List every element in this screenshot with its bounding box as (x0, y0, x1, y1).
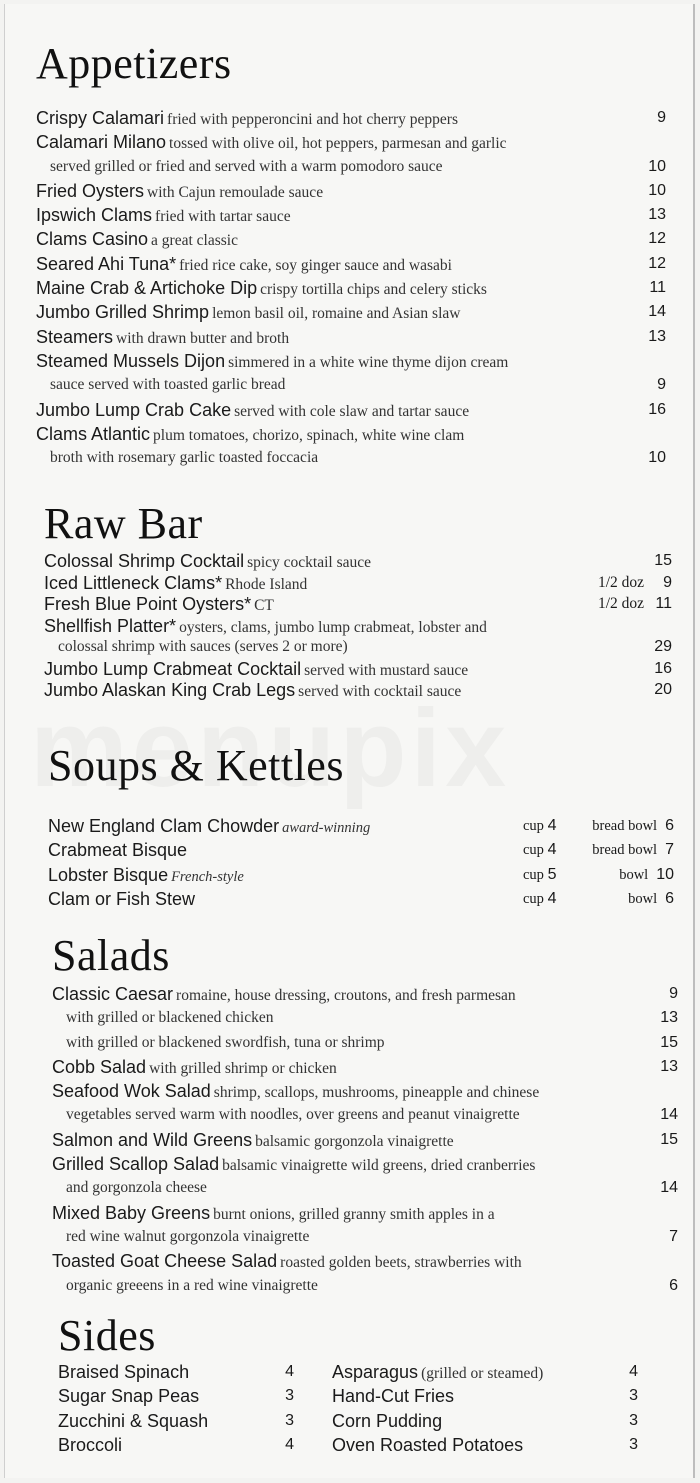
menu-item (36, 349, 666, 373)
item-description: tossed with olive oil, hot peppers, parmesan and garlic (169, 135, 507, 153)
item-description: balsamic vinaigrette wild greens, dried cranberries (222, 1157, 536, 1175)
cup-label: cup (523, 866, 544, 883)
item-description: broth with rosemary garlic toasted foccacia (50, 449, 319, 467)
item-price: 15 (660, 1033, 678, 1051)
menu-item (52, 982, 678, 1006)
item-description: sauce served with toasted garlic bread (50, 376, 286, 394)
menu-item (36, 398, 666, 422)
item-name: Steamed Mussels Dijon (36, 350, 226, 371)
item-price: 10 (648, 181, 666, 199)
item-description-continued (36, 373, 666, 397)
bowl-label: bowl (628, 890, 658, 907)
item-price: 3 (629, 1435, 638, 1453)
item-name: Fresh Blue Point Oysters* (44, 594, 252, 614)
item-description: shrimp, scallops, mushrooms, pineapple and chinese (213, 1084, 540, 1102)
bowl-price-value: 10 (656, 865, 674, 883)
item-description: colossal shrimp with sauces (serves 2 or more) (58, 638, 348, 655)
item-description: served with cole slaw and tartar sauce (234, 402, 470, 420)
menu-item (44, 678, 672, 700)
bowl-price (592, 814, 674, 838)
item-name: Classic Caesar (52, 984, 174, 1004)
section-raw-bar (44, 500, 672, 700)
item-price: 15 (654, 552, 672, 569)
item-description: fried rice cake, soy ginger sauce and wasabi (179, 256, 452, 274)
item-price: 3 (285, 1387, 294, 1405)
soup-item (48, 814, 674, 838)
bowl-label: bread bowl (592, 818, 658, 834)
item-list (48, 814, 674, 911)
item-name: Jumbo Lump Crabmeat Cocktail (44, 658, 302, 679)
item-description: lemon basil oil, romaine and Asian slaw (212, 305, 461, 323)
item-name: Mixed Baby Greens (52, 1202, 211, 1223)
menu-item (52, 1079, 678, 1103)
side-item (58, 1384, 294, 1408)
item-name: Calamari Milano (36, 132, 167, 153)
section-title: Sides (58, 1311, 156, 1360)
item-price: 3 (629, 1387, 638, 1405)
item-portion: 1/2 doz (597, 595, 644, 612)
item-price: 7 (669, 1227, 678, 1245)
item-price: 9 (657, 376, 666, 394)
cup-price (523, 887, 556, 911)
cup-price (523, 814, 556, 838)
item-description: burnt onions, grilled granny smith apples in a (213, 1205, 495, 1223)
item-price: 4 (285, 1435, 294, 1453)
item-description-continued (52, 1225, 678, 1249)
item-portion: 1/2 doz (597, 573, 644, 591)
item-name: Grilled Scallop Salad (52, 1154, 220, 1175)
side-item (58, 1360, 294, 1384)
item-price: 9 (669, 985, 678, 1002)
cup-price (523, 863, 556, 887)
item-name: Toasted Goat Cheese Salad (52, 1251, 278, 1272)
menu-item (52, 1031, 678, 1055)
item-price: 16 (648, 400, 666, 418)
item-name: Seared Ahi Tuna* (36, 253, 177, 274)
item-name: Steamers (36, 326, 114, 347)
bowl-price-value: 6 (665, 817, 674, 834)
item-price: 16 (654, 659, 672, 677)
menu-item (52, 1006, 678, 1030)
menu-item (52, 1152, 678, 1176)
item-name: Jumbo Alaskan King Crab Legs (44, 680, 296, 700)
item-price: 13 (660, 1009, 678, 1027)
item-list (52, 982, 678, 1298)
item-description-continued (36, 446, 666, 470)
item-description: served with cocktail sauce (298, 683, 462, 700)
item-name: Oven Roasted Potatoes (332, 1434, 524, 1455)
soup-item (48, 838, 674, 862)
item-name: Clams Casino (36, 229, 149, 250)
item-description-continued (52, 1274, 678, 1298)
item-description: spicy cocktail sauce (247, 554, 372, 571)
item-price: 6 (669, 1276, 678, 1294)
cup-price-value: 4 (547, 889, 557, 907)
item-name: Clams Atlantic (36, 423, 151, 444)
bowl-price (619, 863, 674, 887)
item-description: plum tomatoes, chorizo, spinach, white wine clam (153, 426, 465, 444)
item-description: (grilled or steamed) (421, 1365, 544, 1382)
item-price: 11 (655, 595, 672, 612)
item-description: Rhode Island (225, 575, 308, 593)
item-description: served with mustard sauce (304, 661, 469, 679)
bowl-price (592, 838, 674, 862)
item-name: Zucchini & Squash (58, 1410, 209, 1431)
cup-label: cup (523, 890, 544, 907)
menu-item (36, 252, 666, 276)
item-name: Corn Pudding (332, 1410, 443, 1431)
menu-item (36, 276, 666, 300)
item-description-continued (52, 1103, 678, 1127)
item-description: romaine, house dressing, croutons, and fresh parmesan (176, 987, 516, 1004)
side-item (332, 1433, 638, 1457)
menu-item (52, 1249, 678, 1273)
cup-price-value: 4 (547, 817, 557, 834)
item-price: 10 (648, 157, 666, 175)
item-description: simmered in a white wine thyme dijon cream (228, 353, 509, 371)
section-title: Salads (52, 931, 170, 980)
item-description: organic greeens in a red wine vinaigrette (66, 1276, 318, 1294)
section-sides (58, 1312, 638, 1462)
soup-item (48, 887, 674, 911)
item-price: 4 (285, 1363, 294, 1380)
item-price: 13 (648, 206, 666, 224)
menu-item (52, 1201, 678, 1225)
side-item (332, 1409, 638, 1433)
item-price: 11 (649, 279, 666, 297)
item-name: Clam or Fish Stew (48, 888, 196, 909)
section-appetizers (36, 40, 666, 470)
item-name: Fried Oysters (36, 180, 145, 201)
item-price: 12 (648, 230, 666, 248)
item-price: 20 (654, 681, 672, 698)
item-option: with grilled or blackened swordfish, tuna or shrimp (66, 1033, 385, 1051)
item-description: vegetables served warm with noodles, over greens and peanut vinaigrette (66, 1106, 520, 1124)
item-name: Colossal Shrimp Cocktail (44, 551, 245, 571)
item-price: 14 (660, 1179, 678, 1197)
item-option: with grilled or blackened chicken (66, 1009, 274, 1027)
bowl-price-value: 7 (665, 841, 674, 859)
item-description-continued (52, 1176, 678, 1200)
menu-item (44, 614, 672, 636)
menu-item (36, 300, 666, 324)
item-name: Crabmeat Bisque (48, 840, 188, 861)
menu-item (36, 325, 666, 349)
item-price: 4 (629, 1363, 638, 1380)
section-title: Appetizers (36, 39, 232, 88)
item-description: French-style (171, 868, 244, 885)
item-price: 29 (654, 638, 672, 655)
menu-item (44, 549, 672, 571)
item-name: Seafood Wok Salad (52, 1081, 211, 1102)
menu-item (44, 592, 672, 614)
item-description: a great classic (151, 232, 238, 250)
section-title: Raw Bar (44, 499, 203, 548)
bowl-price (628, 887, 674, 911)
item-name: Salmon and Wild Greens (52, 1129, 253, 1150)
menu-item (52, 1128, 678, 1152)
item-description: with grilled shrimp or chicken (149, 1059, 337, 1077)
item-description: roasted golden beets, strawberries with (280, 1254, 522, 1272)
side-item (332, 1384, 638, 1408)
item-name: Ipswich Clams (36, 205, 153, 226)
item-name: Cobb Salad (52, 1056, 147, 1077)
item-name: New England Clam Chowder (48, 816, 280, 836)
item-price: 12 (648, 254, 666, 272)
item-name: Crispy Calamari (36, 108, 165, 128)
menu-item (36, 422, 666, 446)
item-name: Lobster Bisque (48, 864, 169, 885)
menu-item (36, 227, 666, 251)
item-description: fried with tartar sauce (155, 208, 291, 226)
item-name: Broccoli (58, 1434, 123, 1455)
menu-item (36, 203, 666, 227)
item-description: with drawn butter and broth (116, 329, 290, 347)
item-list (44, 549, 672, 700)
item-description-continued (36, 155, 666, 179)
menu-item (44, 657, 672, 679)
item-name: Jumbo Grilled Shrimp (36, 302, 210, 323)
menu-item (36, 130, 666, 154)
cup-label: cup (523, 818, 544, 834)
item-price: 14 (660, 1106, 678, 1124)
side-item (58, 1433, 294, 1457)
item-description: red wine walnut gorgonzola vinaigrette (66, 1227, 310, 1245)
bowl-price-value: 6 (665, 889, 674, 907)
menu-item (36, 106, 666, 130)
item-description: fried with pepperoncini and hot cherry peppers (167, 111, 458, 128)
bowl-label: bowl (619, 866, 649, 883)
item-name: Iced Littleneck Clams* (44, 572, 223, 593)
cup-price-value: 5 (547, 865, 557, 883)
menu-item (44, 571, 672, 593)
cup-label: cup (523, 842, 544, 859)
item-name: Asparagus (332, 1362, 419, 1382)
item-list (36, 106, 666, 470)
item-name: Shellfish Platter* (44, 615, 177, 636)
item-name: Maine Crab & Artichoke Dip (36, 278, 258, 299)
item-price: 3 (629, 1411, 638, 1429)
section-title: Soups & Kettles (48, 741, 344, 790)
side-item (332, 1360, 638, 1384)
item-price: 3 (285, 1411, 294, 1429)
item-name: Braised Spinach (58, 1362, 190, 1382)
item-name: Hand-Cut Fries (332, 1386, 455, 1407)
section-soups (48, 742, 674, 911)
menu-item (52, 1055, 678, 1079)
cup-price-value: 4 (547, 841, 557, 859)
cup-price (523, 838, 556, 862)
menu-item (36, 179, 666, 203)
sides-right-column (332, 1360, 638, 1457)
item-price: 10 (648, 449, 666, 467)
item-description: with Cajun remoulade sauce (147, 183, 324, 201)
item-description: served grilled or fried and served with a warm pomodoro sauce (50, 157, 443, 175)
item-name: Sugar Snap Peas (58, 1386, 200, 1407)
section-salads (52, 932, 678, 1298)
item-description: CT (254, 597, 274, 614)
item-description: and gorgonzola cheese (66, 1179, 207, 1197)
soup-item (48, 863, 674, 887)
item-name: Jumbo Lump Crab Cake (36, 399, 232, 420)
item-description: balsamic gorgonzola vinaigrette (255, 1132, 454, 1150)
item-price: 13 (648, 327, 666, 345)
item-price: 13 (660, 1057, 678, 1075)
item-price: 9 (663, 573, 672, 591)
item-price: 15 (660, 1130, 678, 1148)
side-item (58, 1409, 294, 1433)
item-description-continued (44, 635, 672, 657)
sides-left-column (58, 1360, 294, 1457)
item-description: award-winning (282, 820, 371, 836)
item-price: 14 (648, 303, 666, 321)
bowl-label: bread bowl (592, 842, 658, 859)
item-description: oysters, clams, jumbo lump crabmeat, lobster and (179, 618, 487, 636)
item-price: 9 (657, 109, 666, 126)
item-description: crispy tortilla chips and celery sticks (260, 281, 487, 299)
